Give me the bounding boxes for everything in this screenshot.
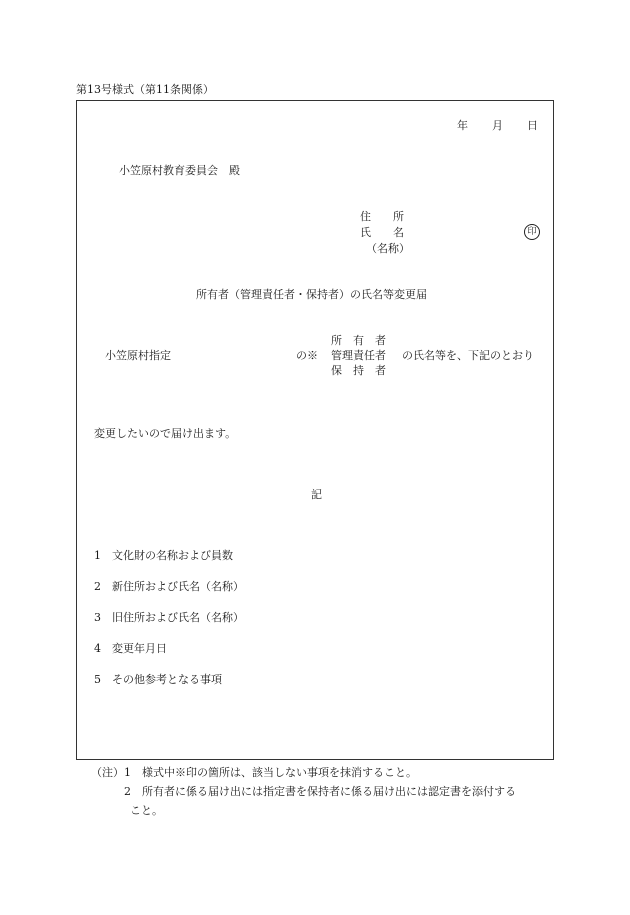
item-text: その他参考となる事項 <box>112 673 222 686</box>
body-line2: 変更したいので届け出ます。 <box>94 427 237 440</box>
notes-label: （注） <box>91 766 124 779</box>
item-number: 2 <box>94 580 101 593</box>
role-manager: 管理責任者 <box>331 349 386 362</box>
date-day: 日 <box>527 119 538 132</box>
applicant-name-alt: （名称） <box>366 242 410 255</box>
item-text: 変更年月日 <box>112 642 167 655</box>
date-year: 年 <box>457 119 468 132</box>
item-number: 1 <box>94 549 101 562</box>
note-number: 1 <box>124 766 131 779</box>
date-month: 月 <box>492 119 503 132</box>
form-title: 所有者（管理責任者・保持者）の氏名等変更届 <box>196 288 427 301</box>
note-continuation: こと。 <box>130 804 163 817</box>
item-number: 3 <box>94 611 101 624</box>
applicant-address-label: 住 所 <box>360 210 404 223</box>
item-number: 4 <box>94 642 101 655</box>
item-text: 旧住所および氏名（名称） <box>112 611 244 624</box>
no-mark: の※ <box>296 349 318 362</box>
note-text: 様式中※印の箇所は、該当しない事項を抹消すること。 <box>142 766 417 779</box>
role-owner: 所 有 者 <box>331 334 386 347</box>
item-number: 5 <box>94 673 101 686</box>
addressee: 小笠原村教育委員会 殿 <box>119 164 240 177</box>
role-holder: 保 持 者 <box>331 364 386 377</box>
item-text: 文化財の名称および員数 <box>112 549 233 562</box>
note-number: 2 <box>124 785 131 798</box>
applicant-name-label: 氏 名 <box>360 226 404 239</box>
body-tail: の氏名等を、下記のとおり <box>402 349 534 362</box>
ki-heading: 記 <box>311 488 322 501</box>
item-text: 新住所および氏名（名称） <box>112 580 244 593</box>
form-number: 第13号様式（第11条関係） <box>76 83 214 96</box>
seal-mark: 印 <box>524 224 540 240</box>
designation-text: 小笠原村指定 <box>105 349 171 362</box>
note-text: 所有者に係る届け出には指定書を保持者に係る届け出には認定書を添付する <box>142 785 516 798</box>
